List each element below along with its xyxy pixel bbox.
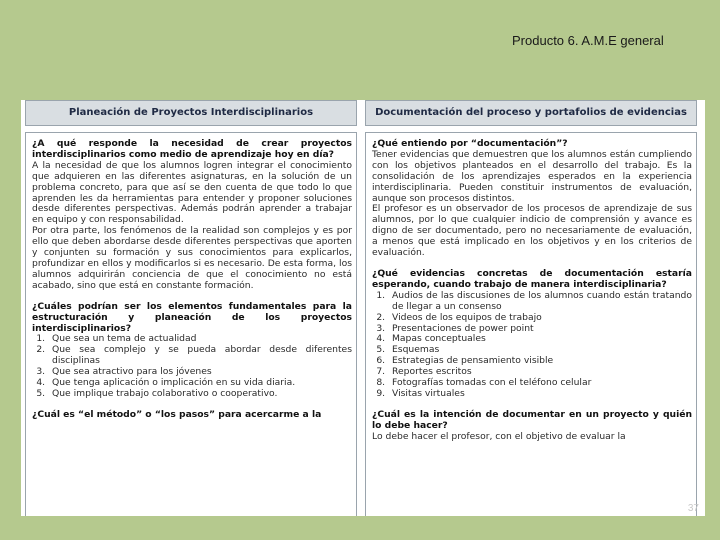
list-item: 4. Mapas conceptuales	[388, 334, 692, 345]
list-item: 5. Que implique trabajo colaborativo o cooperativo.	[48, 389, 352, 400]
planning-question-3: ¿Cuál es “el método” o “los pasos” para acercarme a la	[32, 408, 322, 420]
documentation-answer-2: El profesor es un observador de los procesos de aprendizaje de sus alumnos, por lo que cualquier indicio de comprensión y avance es digno de ser documentado, pero no necesariamente de evaluación, a menos que está implicado en los objetivos y en los criterios de evaluación.	[372, 203, 692, 259]
planning-question-2: ¿Cuáles podrían ser los elementos fundamentales para la estructuración y planeación de los proyectos interdisciplinarios?	[32, 300, 352, 334]
planning-answer-2: Por otra parte, los fenómenos de la realidad son complejos y es por ello que deben abordarse desde diferentes perspectivas que aporten y conjunten su formación y sus conocimientos para explicarlos, profundizar en ellos y modificarlos si es necesario. De esta forma, los alumnos adquirirán conciencia de que el conocimiento no está acabado, sino que está en constante formación.	[32, 225, 352, 291]
list-item: 1. Audios de las discusiones de los alumnos cuando están tratando de llegar a un consenso	[388, 291, 692, 313]
documentation-question-1: ¿Qué entiendo por “documentación”?	[372, 138, 568, 149]
list-item: 3. Que sea atractivo para los jóvenes	[48, 367, 352, 378]
list-item: 1. Que sea un tema de actualidad	[48, 334, 352, 345]
list-item: 9. Visitas virtuales	[388, 389, 692, 400]
list-item: 2. Que sea complejo y se pueda abordar desde diferentes disciplinas	[48, 345, 352, 367]
evidence-list	[372, 291, 692, 400]
slide-title: Producto 6. A.M.E general	[512, 33, 664, 48]
list-item: 7. Reportes escritos	[388, 367, 692, 378]
list-item: 4. Que tenga aplicación o implicación en su vida diaria.	[48, 378, 352, 389]
documentation-header: Documentación del proceso y portafolios de evidencias	[365, 100, 697, 126]
list-item: 2. Videos de los equipos de trabajo	[388, 313, 692, 324]
documentation-body	[365, 132, 697, 516]
documentation-question-2: ¿Qué evidencias concretas de documentación estaría esperando, cuando trabajo de manera interdisciplinaria?	[372, 267, 692, 290]
page-number: 37	[687, 503, 699, 514]
planning-answer-1: A la necesidad de que los alumnos logren integrar el conocimiento que adquieren en las diferentes asignaturas, en la solución de un problema concreto, para que así se den cuenta de que todo lo que aprenden les da herramientas para entender y proponer soluciones desde diferentes perspectivas. Además podrán aprender a trabajar en equipo y con responsabilidad.	[32, 159, 352, 226]
planning-body	[25, 132, 357, 516]
list-item: 3. Presentaciones de power point	[388, 324, 692, 335]
list-item: 8. Fotografías tomadas con el teléfono celular	[388, 378, 692, 389]
documentation-answer-1: Tener evidencias que demuestren que los alumnos están cumpliendo con los objetivos planteados en el desarrollo del trabajo. Es la consolidación de los aprendizajes esperados en la experiencia interdisciplinaria. Pueden constituir instrumentos de evaluación, aunque son procesos distintos.	[372, 148, 692, 204]
documentation-answer-3: Lo debe hacer el profesor, con el objetivo de evaluar la	[372, 430, 626, 442]
list-item: 6. Estrategias de pensamiento visible	[388, 356, 692, 367]
planning-column	[25, 100, 357, 516]
documentation-column	[365, 100, 697, 516]
list-item: 5. Esquemas	[388, 345, 692, 356]
planning-header: Planeación de Proyectos Interdisciplinarios	[25, 100, 357, 126]
planning-question-1: ¿A qué responde la necesidad de crear proyectos interdisciplinarios como medio de aprendizaje hoy en día?	[32, 138, 352, 160]
document-image	[21, 100, 705, 516]
documentation-question-3: ¿Cuál es la intención de documentar en un proyecto y quién lo debe hacer?	[372, 408, 692, 431]
planning-elements-list	[32, 334, 352, 399]
